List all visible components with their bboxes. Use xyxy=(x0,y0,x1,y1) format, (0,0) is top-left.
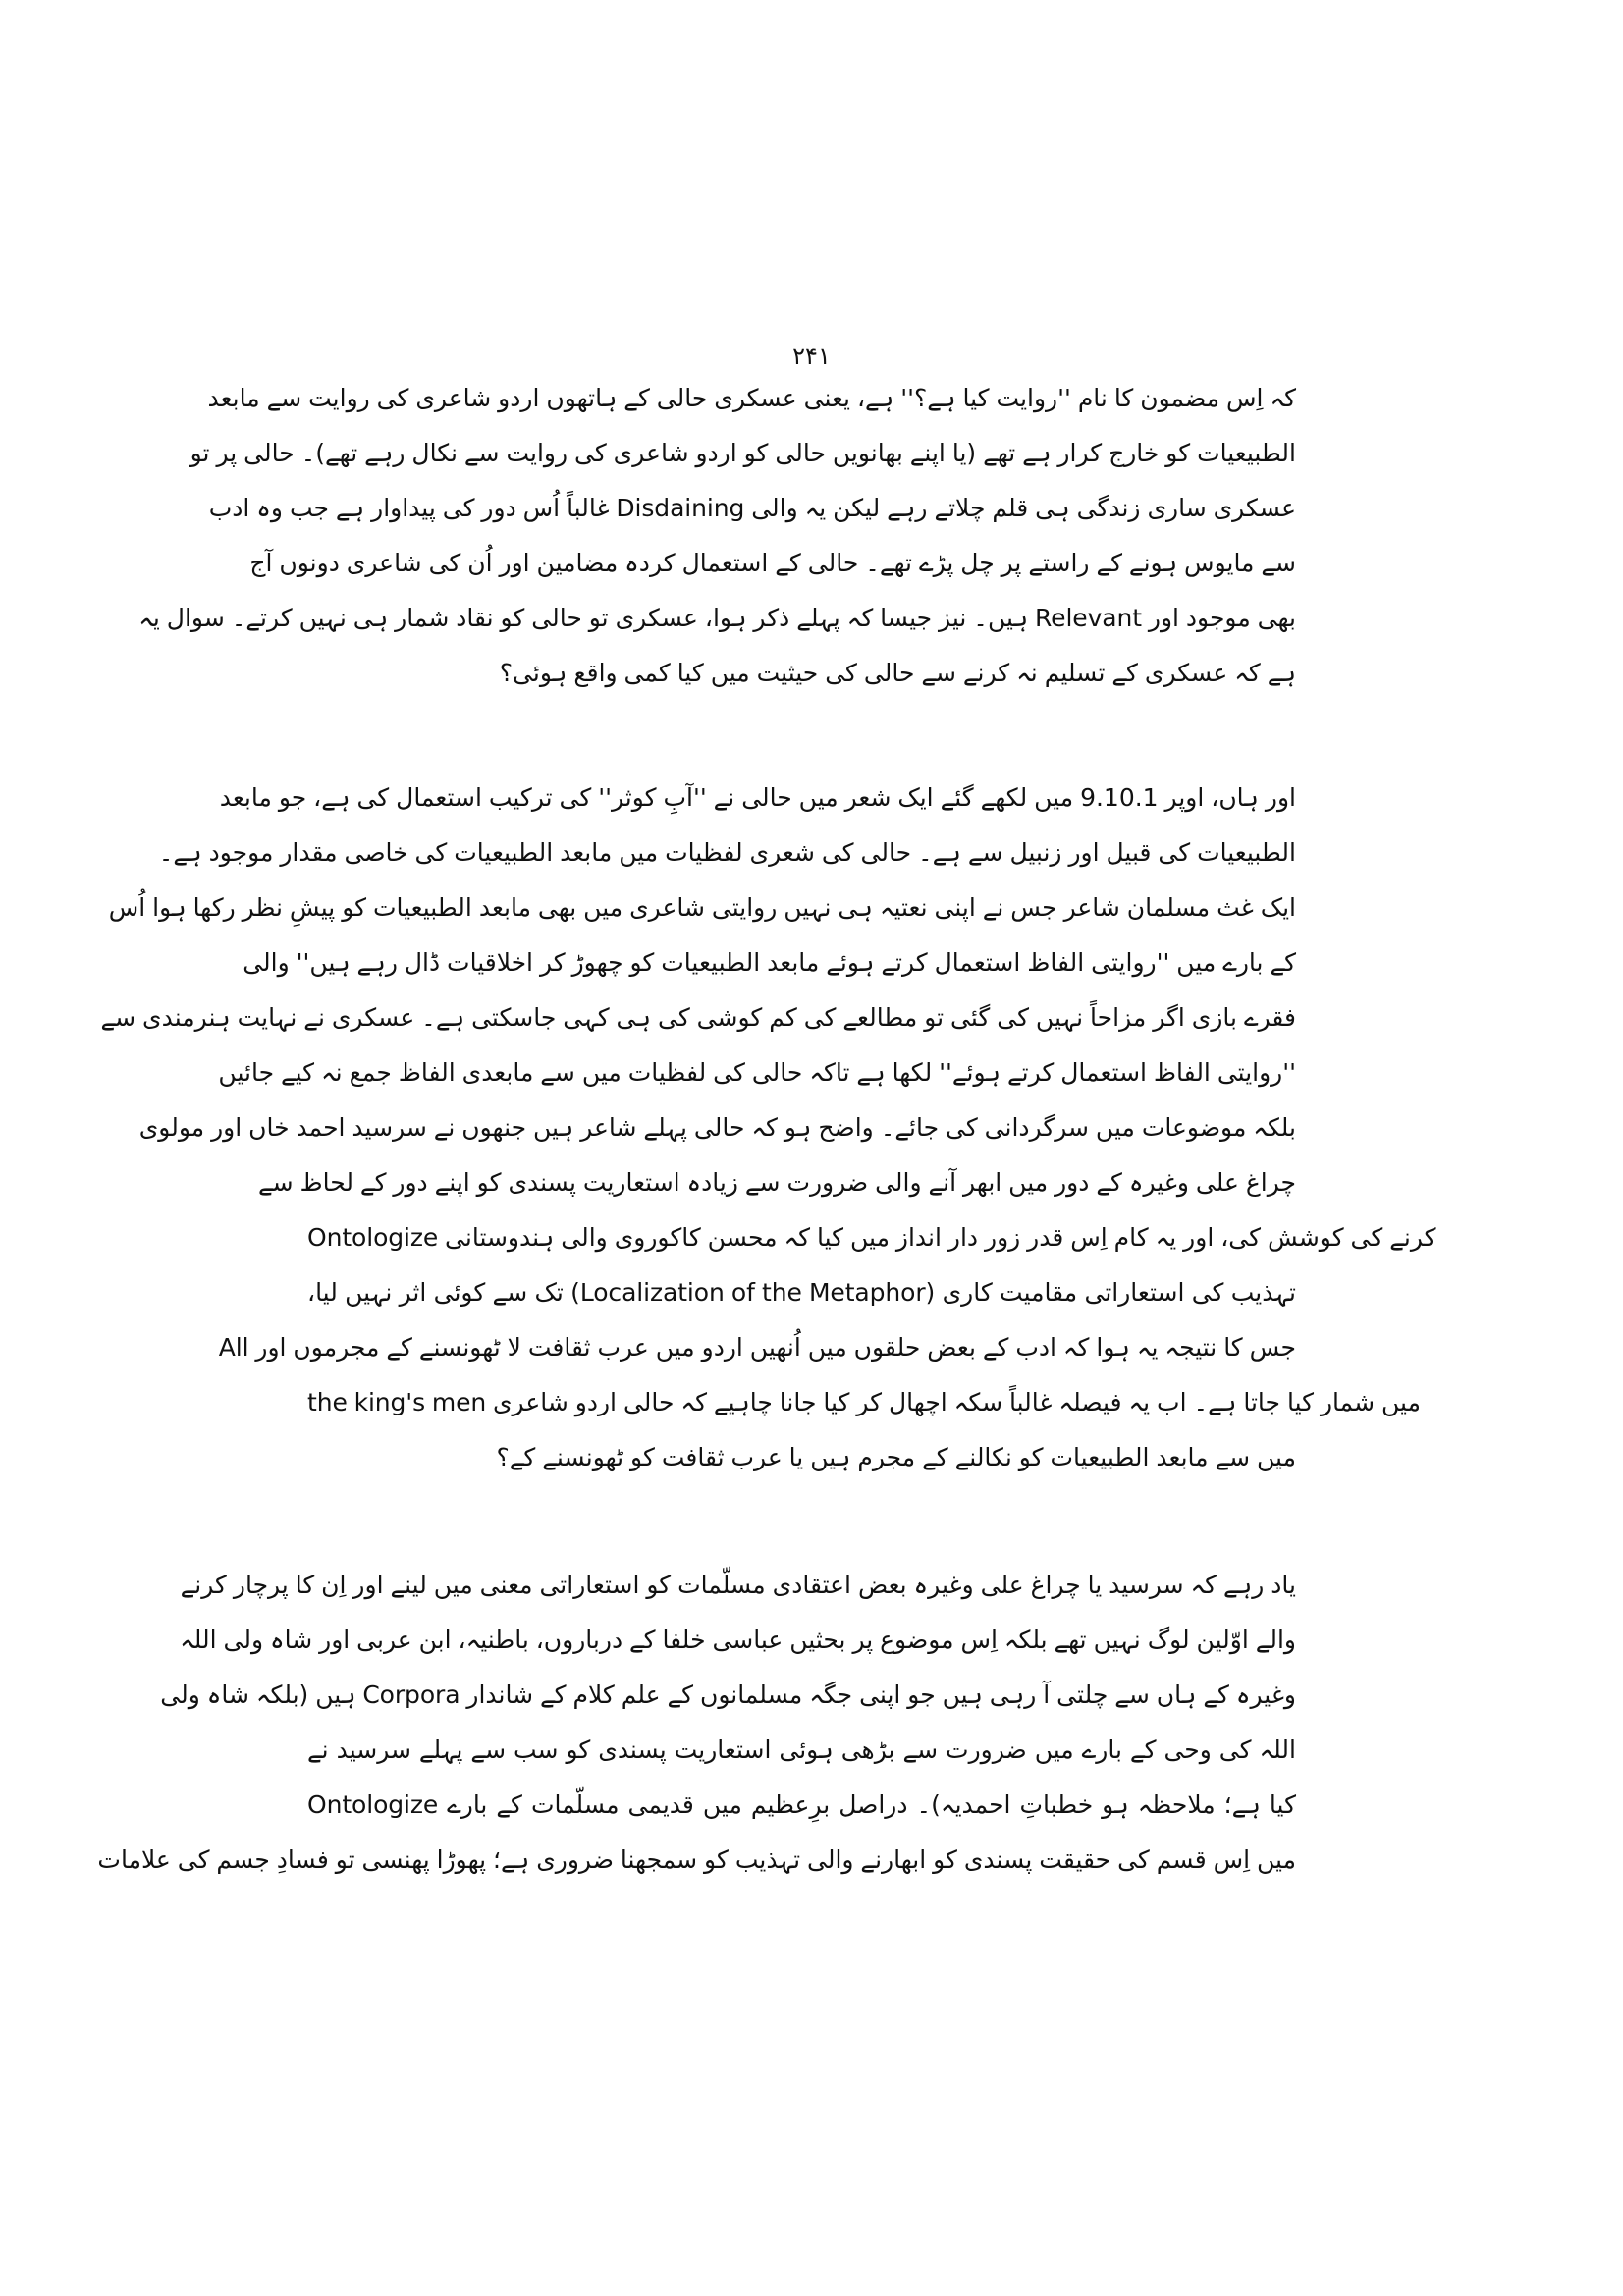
paragraph-line: ایک غث مسلمان شاعر جس نے اپنی نعتیہ ہی نہیں روایتی شاعری میں بھی مابعد الطبیعیات کو پیشِ نظر رکھا ہوا اُس xyxy=(108,893,1296,922)
paragraph-3 xyxy=(97,1558,1296,1888)
paragraph-line: تہذیب کی استعاراتی مقامیت کاری (Localization of the Metaphor) تک سے کوئی اثر نہیں لیا، xyxy=(307,1278,1296,1307)
paragraph-2 xyxy=(100,771,1436,1485)
paragraph-line: میں سے مابعد الطبیعیات کو نکالنے کے مجرم ہیں یا عرب ثقافت کو ٹھونسنے کے؟ xyxy=(496,1443,1296,1471)
paragraph-line: بھی موجود اور Relevant ہیں۔ نیز جیسا کہ پہلے ذکر ہوا، عسکری تو حالی کو نقاد شمار ہی نہیں کرتے۔ سوال یہ xyxy=(138,604,1296,632)
paragraph-line: کہ اِس مضمون کا نام ''روایت کیا ہے؟'' ہے، یعنی عسکری حالی کے ہاتھوں اردو شاعری کی روایت سے مابعد xyxy=(207,384,1296,412)
paragraph-line: عسکری ساری زندگی ہی قلم چلاتے رہے لیکن یہ والی Disdaining غالباً اُس دور کی پیداوار ہے جب وہ ادب xyxy=(208,494,1296,522)
paragraph-line: سے مایوس ہونے کے راستے پر چل پڑے تھے۔ حالی کے استعمال کردہ مضامین اور اُن کی شاعری دونوں آج xyxy=(249,549,1296,577)
paragraph-line: ہے کہ عسکری کے تسلیم نہ کرنے سے حالی کی حیثیت میں کیا کمی واقع ہوئی؟ xyxy=(499,659,1296,687)
paragraph-line: اور ہاں، اوپر 9.10.1 میں لکھے گئے ایک شعر میں حالی نے ''آبِ کوثر'' کی ترکیب استعمال کی ہے، جو مابعد xyxy=(219,783,1296,812)
paragraph-line: Ontologize کیا ہے؛ ملاحظہ ہو خطباتِ احمدیہ)۔ دراصل برِعظیم میں قدیمی مسلّمات کے بارے xyxy=(307,1790,1296,1819)
page-number: ۲۴۱ xyxy=(792,343,831,370)
paragraph-line: بلکہ موضوعات میں سرگردانی کی جائے۔ واضح ہو کہ حالی پہلے شاعر ہیں جنھوں نے سرسید احمد خاں اور مولوی xyxy=(138,1113,1296,1142)
paragraph-line: یاد رہے کہ سرسید یا چراغ علی وغیرہ بعض اعتقادی مسلّمات کو استعاراتی معنی میں لینے اور اِن کا پرچار کرنے xyxy=(180,1571,1296,1599)
paragraph-line: چراغ علی وغیرہ کے دور میں ابھر آنے والی ضرورت سے زیادہ استعاریت پسندی کو اپنے دور کے لحاظ سے xyxy=(257,1168,1296,1197)
paragraph-line: کے بارے میں ''روایتی الفاظ استعمال کرتے ہوئے مابعد الطبیعیات کو چھوڑ کر اخلاقیات ڈال رہے ہیں'' والی xyxy=(243,948,1296,977)
paragraph-line: میں اِس قسم کی حقیقت پسندی کو ابھارنے والی تہذیب کو سمجھنا ضروری ہے؛ پھوڑا پھنسی تو فسادِ جسم کی علامات xyxy=(97,1845,1296,1874)
paragraph-line: الطبیعیات کو خارج کرار ہے تھے (یا اپنے بھانویں حالی کو اردو شاعری کی روایت سے نکال رہے تھے)۔ حالی پر تو xyxy=(189,439,1296,467)
paragraph-line: جس کا نتیجہ یہ ہوا کہ ادب کے بعض حلقوں میں اُنھیں اردو میں عرب ثقافت لا ٹھونسنے کے مجرموں اور All xyxy=(218,1333,1296,1362)
paragraph-line: Ontologize کرنے کی کوشش کی، اور یہ کام اِس قدر زور دار انداز میں کیا کہ محسن کاکوروی والی ہندوستانی xyxy=(307,1223,1436,1252)
paragraph-line: وغیرہ کے ہاں سے چلتی آ رہی ہیں جو اپنی جگہ مسلمانوں کے علم کلام کے شاندار Corpora ہیں (بلکہ شاہ ولی xyxy=(160,1681,1296,1709)
paragraph-line: the king's men میں شمار کیا جاتا ہے۔ اب یہ فیصلہ غالباً سکہ اچھال کر کیا جانا چاہیے کہ حالی اردو شاعری xyxy=(307,1388,1421,1416)
paragraph-line: ''روایتی الفاظ استعمال کرتے ہوئے'' لکھا ہے تاکہ حالی کی لفظیات میں سے مابعدی الفاظ جمع نہ کیے جائیں xyxy=(218,1058,1296,1087)
paragraph-line: والے اوّلین لوگ نہیں تھے بلکہ اِس موضوع پر بحثیں عباسی خلفا کے درباروں، باطنیہ، ابن عربی اور شاہ ولی اللہ xyxy=(180,1626,1296,1654)
paragraph-line: الطبیعیات کی قبیل اور زنبیل سے ہے۔ حالی کی شعری لفظیات میں مابعد الطبیعیات کی خاصی مقدار موجود ہے۔ xyxy=(158,838,1296,867)
paragraph-line: فقرے بازی اگر مزاحاً نہیں کی گئی تو مطالعے کی کم کوشی کی ہی کہی جاسکتی ہے۔ عسکری نے نہایت ہنرمندی سے xyxy=(100,1003,1296,1032)
paragraph-line: اللہ کی وحی کے بارے میں ضرورت سے بڑھی ہوئی استعاریت پسندی کو سب سے پہلے سرسید نے xyxy=(307,1735,1296,1764)
paragraph-1 xyxy=(138,371,1296,701)
